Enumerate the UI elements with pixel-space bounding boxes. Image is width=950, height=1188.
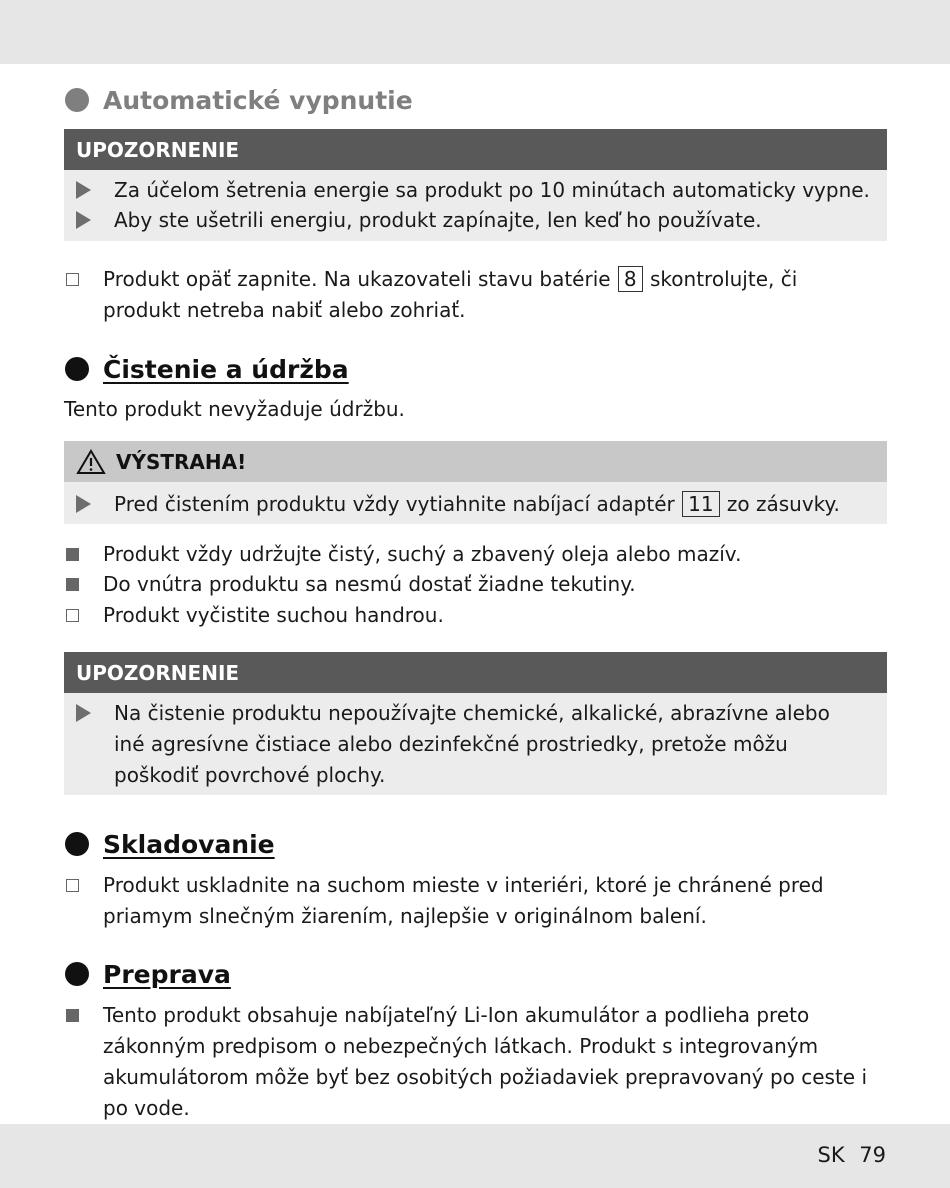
step-item (66, 264, 881, 326)
section-heading-cleaning (65, 352, 349, 386)
list-item: Do vnútra produktu sa nesmú dostať žiadne tekutiny. (66, 569, 881, 600)
square-bullet-icon (66, 1009, 79, 1022)
notice-item: Za účelom šetrenia energie sa produkt po 10 minútach automaticky vypne. (76, 175, 876, 206)
triangle-bullet-icon (76, 495, 91, 513)
cleaning-intro: Tento produkt nevyžaduje údržbu. (64, 397, 405, 421)
heading-bullet-icon (65, 832, 89, 856)
heading-bullet-icon (65, 357, 89, 381)
warning-bar (64, 441, 887, 482)
checkbox-icon (66, 609, 79, 622)
step-text: Produkt opäť zapnite. Na ukazovateli stavu batérie 8 skontrolujte, či produkt netreba nabiť alebo zohriať. (103, 267, 798, 322)
part-reference: 11 (682, 491, 719, 517)
section-heading-storage (65, 827, 275, 861)
checkbox-icon (66, 879, 79, 892)
section-title: Preprava (103, 959, 231, 989)
square-bullet-icon (66, 548, 79, 561)
heading-bullet-icon (65, 88, 89, 112)
step-item: Produkt vyčistite suchou handrou. (66, 600, 881, 631)
section-heading-auto-off (65, 83, 413, 117)
notice-label: UPOZORNENIE (76, 660, 240, 685)
section-heading-transport (65, 957, 231, 991)
list-item: Produkt vždy udržujte čistý, suchý a zbavený oleja alebo mazív. (66, 539, 881, 570)
notice-item: Aby ste ušetrili energiu, produkt zapínajte, len keď ho používate. (76, 205, 876, 236)
square-bullet-icon (66, 578, 79, 591)
bottom-band (0, 1124, 950, 1188)
heading-bullet-icon (65, 962, 89, 986)
part-reference: 8 (618, 266, 643, 292)
page-number: SK 79 (817, 1143, 886, 1167)
section-title: Čistenie a údržba (103, 354, 349, 384)
notice-item: Na čistenie produktu nepoužívajte chemické, alkalické, abrazívne alebo iné agresívne čistiace alebo dezinfekčné prostriedky, pretože môžu poškodiť povrchové plochy. (76, 698, 836, 791)
list-item: Tento produkt obsahuje nabíjateľný Li-Ion akumulátor a podlieha preto zákonným predpisom o nebezpečných látkach. Produkt s integrovaným akumulátorom môže byť bez osobitých požiadaviek prepravovaný po ceste i po vode. (66, 1000, 886, 1124)
step-item: Produkt uskladnite na suchom mieste v interiéri, ktoré je chránené pred priamym slnečným žiarením, najlepšie v originálnom balení. (66, 870, 871, 932)
notice-label: UPOZORNENIE (76, 137, 240, 162)
section-title: Skladovanie (103, 829, 275, 859)
triangle-bullet-icon (76, 181, 91, 199)
warning-label: VÝSTRAHA! (116, 449, 247, 474)
notice-bar (64, 129, 887, 170)
checkbox-icon (66, 273, 79, 286)
triangle-bullet-icon (76, 704, 91, 722)
warning-item: Pred čistením produktu vždy vytiahnite nabíjací adaptér 11 zo zásuvky. (76, 489, 876, 520)
top-band (0, 0, 950, 64)
notice-bar (64, 652, 887, 693)
triangle-bullet-icon (76, 211, 91, 229)
warning-triangle-icon (76, 449, 106, 475)
section-title: Automatické vypnutie (103, 85, 413, 115)
